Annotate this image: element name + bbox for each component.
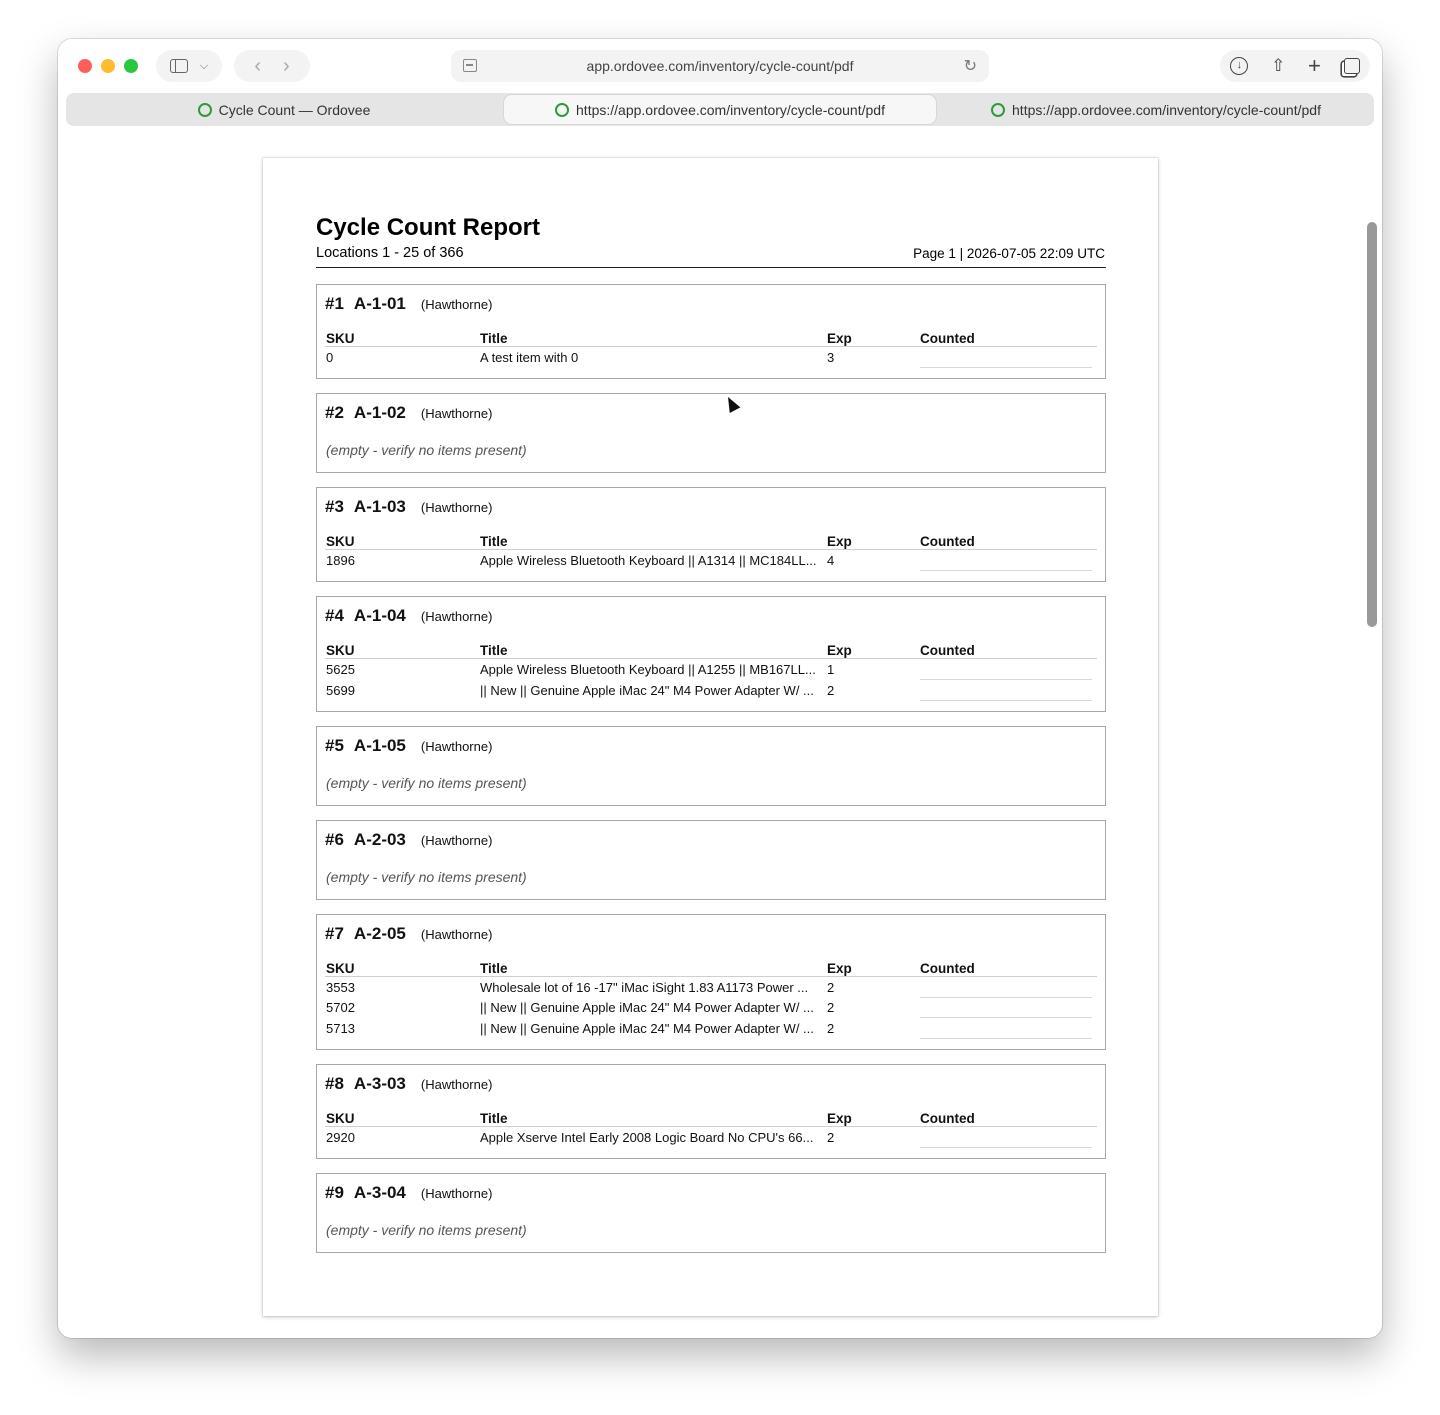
item-expected: 2 <box>827 1020 835 1036</box>
item-title: Apple Xserve Intel Early 2008 Logic Board No CPU's 66... <box>480 1129 814 1145</box>
empty-location-note: (empty - verify no items present) <box>326 868 527 885</box>
location-card <box>316 1173 1106 1253</box>
header-divider <box>316 267 1106 268</box>
header-exp: Exp <box>827 1110 852 1126</box>
location-code: A-1-01 <box>353 294 406 313</box>
location-number: #8 <box>325 1073 344 1093</box>
location-card <box>316 1064 1106 1159</box>
address-bar[interactable] <box>451 50 989 82</box>
location-code: A-1-04 <box>353 606 406 625</box>
header-counted: Counted <box>920 643 975 658</box>
item-sku: 5699 <box>326 682 355 698</box>
header-title: Title <box>480 643 508 658</box>
location-card <box>316 914 1106 1050</box>
location-header <box>325 924 492 944</box>
location-code: A-2-03 <box>353 829 406 849</box>
item-title: || New || Genuine Apple iMac 24" M4 Power Adapter W/ ... <box>480 1000 814 1015</box>
location-header <box>325 294 492 314</box>
location-site: (Hawthorne) <box>420 406 493 421</box>
location-card <box>316 726 1106 806</box>
item-expected: 4 <box>827 553 835 568</box>
item-expected: 2 <box>827 1129 835 1145</box>
table-row <box>325 1128 1097 1148</box>
location-number: #3 <box>325 497 344 516</box>
sidebar-toggle[interactable] <box>156 50 222 82</box>
item-title: || New || Genuine Apple iMac 24" M4 Power Adapter W/ ... <box>480 682 814 698</box>
new-tab-icon[interactable]: + <box>1308 53 1321 78</box>
header-sku: SKU <box>326 534 355 549</box>
location-card <box>316 487 1106 582</box>
header-exp: Exp <box>827 534 852 549</box>
location-site: (Hawthorne) <box>420 297 493 312</box>
scrollbar[interactable] <box>1367 222 1377 627</box>
share-icon[interactable]: ⇧ <box>1271 56 1286 75</box>
location-card <box>316 596 1106 712</box>
tab-cycle-count[interactable] <box>66 93 502 126</box>
zoom-window-button[interactable] <box>124 59 138 73</box>
location-card <box>316 820 1106 900</box>
location-code: A-3-04 <box>353 1182 406 1202</box>
tab-overview-icon[interactable] <box>1344 58 1360 74</box>
location-code: A-1-05 <box>353 735 406 755</box>
header-sku: SKU <box>326 331 355 346</box>
tab-bar <box>66 93 1374 126</box>
location-code: A-1-02 <box>353 403 406 422</box>
tab-label: Cycle Count — Ordovee <box>218 101 371 118</box>
item-sku: 5713 <box>326 1020 355 1036</box>
item-expected: 2 <box>827 1000 835 1015</box>
tab-pdf[interactable] <box>938 93 1374 126</box>
chevron-down-icon[interactable]: ⌵ <box>199 59 209 72</box>
location-code: A-3-03 <box>353 1073 406 1093</box>
location-number: #7 <box>325 923 344 943</box>
browser-toolbar <box>58 39 1382 93</box>
header-exp: Exp <box>827 960 852 976</box>
header-sku: SKU <box>326 643 355 658</box>
counted-write-in-line <box>920 367 1092 368</box>
forward-icon[interactable]: › <box>283 54 290 77</box>
counted-write-in-line <box>920 1038 1092 1039</box>
item-title: Apple Wireless Bluetooth Keyboard || A1255 || MB167LL... <box>480 662 816 677</box>
report-subtitle: Locations 1 - 25 of 366 <box>316 245 464 261</box>
downloads-icon[interactable]: ↓ <box>1230 57 1248 75</box>
header-title: Title <box>480 960 508 976</box>
location-header <box>325 606 492 626</box>
item-expected: 1 <box>827 662 835 677</box>
items-table-header <box>325 534 1097 550</box>
pdf-viewer[interactable] <box>58 126 1382 1338</box>
header-sku: SKU <box>326 1110 355 1126</box>
browser-window <box>58 39 1382 1338</box>
items-table-header <box>325 1111 1097 1127</box>
item-title: || New || Genuine Apple iMac 24" M4 Power Adapter W/ ... <box>480 1020 814 1036</box>
empty-location-note: (empty - verify no items present) <box>326 774 527 791</box>
ordovee-favicon-icon <box>198 103 212 117</box>
empty-location-note: (empty - verify no items present) <box>326 1221 527 1238</box>
counted-write-in-line <box>920 1147 1092 1148</box>
header-counted: Counted <box>920 534 975 549</box>
location-site: (Hawthorne) <box>420 1185 493 1201</box>
location-number: #4 <box>325 606 344 625</box>
item-title: Apple Wireless Bluetooth Keyboard || A1314 || MC184LL... <box>480 553 817 568</box>
table-row <box>325 681 1097 701</box>
location-header <box>325 1183 492 1203</box>
header-title: Title <box>480 534 508 549</box>
table-row <box>325 551 1097 571</box>
location-code: A-1-03 <box>353 497 406 516</box>
table-row <box>325 998 1097 1018</box>
table-row <box>325 660 1097 680</box>
location-site: (Hawthorne) <box>420 500 493 515</box>
location-header <box>325 1074 492 1094</box>
toolbar-actions <box>1220 50 1370 82</box>
item-title: A test item with 0 <box>480 350 579 365</box>
header-counted: Counted <box>920 331 975 346</box>
minimize-window-button[interactable] <box>101 59 115 73</box>
location-number: #6 <box>325 829 344 849</box>
location-number: #9 <box>325 1182 344 1202</box>
item-sku: 5625 <box>326 662 355 677</box>
header-counted: Counted <box>920 1110 975 1126</box>
location-site: (Hawthorne) <box>420 738 493 754</box>
location-header <box>325 497 492 517</box>
table-row <box>325 348 1097 368</box>
back-icon[interactable]: ‹ <box>254 54 261 77</box>
location-number: #2 <box>325 403 344 422</box>
items-table-header <box>325 331 1097 347</box>
table-row <box>325 1019 1097 1039</box>
header-exp: Exp <box>827 331 852 346</box>
item-sku: 2920 <box>326 1129 355 1145</box>
items-table-header <box>325 643 1097 659</box>
location-code: A-2-05 <box>353 923 406 943</box>
counted-write-in-line <box>920 570 1092 571</box>
report-page-info: Page 1 | 2026-07-05 22:09 UTC <box>913 246 1105 261</box>
header-counted: Counted <box>920 960 975 976</box>
item-sku: 3553 <box>326 979 355 995</box>
item-sku: 1896 <box>326 553 355 568</box>
items-table-header <box>325 961 1097 977</box>
counted-write-in-line <box>920 700 1092 701</box>
location-site: (Hawthorne) <box>420 609 493 624</box>
header-title: Title <box>480 1110 508 1126</box>
location-card <box>316 393 1106 473</box>
location-header <box>325 736 492 756</box>
location-header <box>325 830 492 850</box>
location-site: (Hawthorne) <box>420 832 493 848</box>
header-title: Title <box>480 331 508 346</box>
tab-pdf-active[interactable] <box>504 95 936 124</box>
item-expected: 2 <box>827 979 835 995</box>
item-expected: 2 <box>827 682 835 698</box>
ordovee-favicon-icon <box>991 103 1005 117</box>
location-header <box>325 403 492 423</box>
tab-label: https://app.ordovee.com/inventory/cycle-count/pdf <box>576 101 885 118</box>
table-row <box>325 978 1097 998</box>
tab-label: https://app.ordovee.com/inventory/cycle-count/pdf <box>1012 101 1321 118</box>
ordovee-favicon-icon <box>555 103 569 117</box>
item-sku: 0 <box>326 350 334 365</box>
location-number: #1 <box>325 294 344 313</box>
navigation-buttons <box>234 50 310 82</box>
location-site: (Hawthorne) <box>420 1076 493 1092</box>
empty-location-note: (empty - verify no items present) <box>326 442 527 458</box>
header-exp: Exp <box>827 643 852 658</box>
close-window-button[interactable] <box>78 59 92 73</box>
report-title: Cycle Count Report <box>316 214 541 241</box>
item-sku: 5702 <box>326 1000 355 1015</box>
address-url[interactable]: app.ordovee.com/inventory/cycle-count/pdf <box>586 58 854 74</box>
reload-icon[interactable]: ↻ <box>963 58 977 75</box>
location-card <box>316 284 1106 379</box>
item-title: Wholesale lot of 16 -17" iMac iSight 1.83 A1173 Power ... <box>480 979 809 995</box>
sidebar-icon <box>170 59 188 73</box>
location-number: #5 <box>325 735 344 755</box>
location-site: (Hawthorne) <box>420 926 493 942</box>
header-sku: SKU <box>326 960 355 976</box>
pdf-page <box>263 158 1158 1316</box>
item-expected: 3 <box>827 350 835 365</box>
